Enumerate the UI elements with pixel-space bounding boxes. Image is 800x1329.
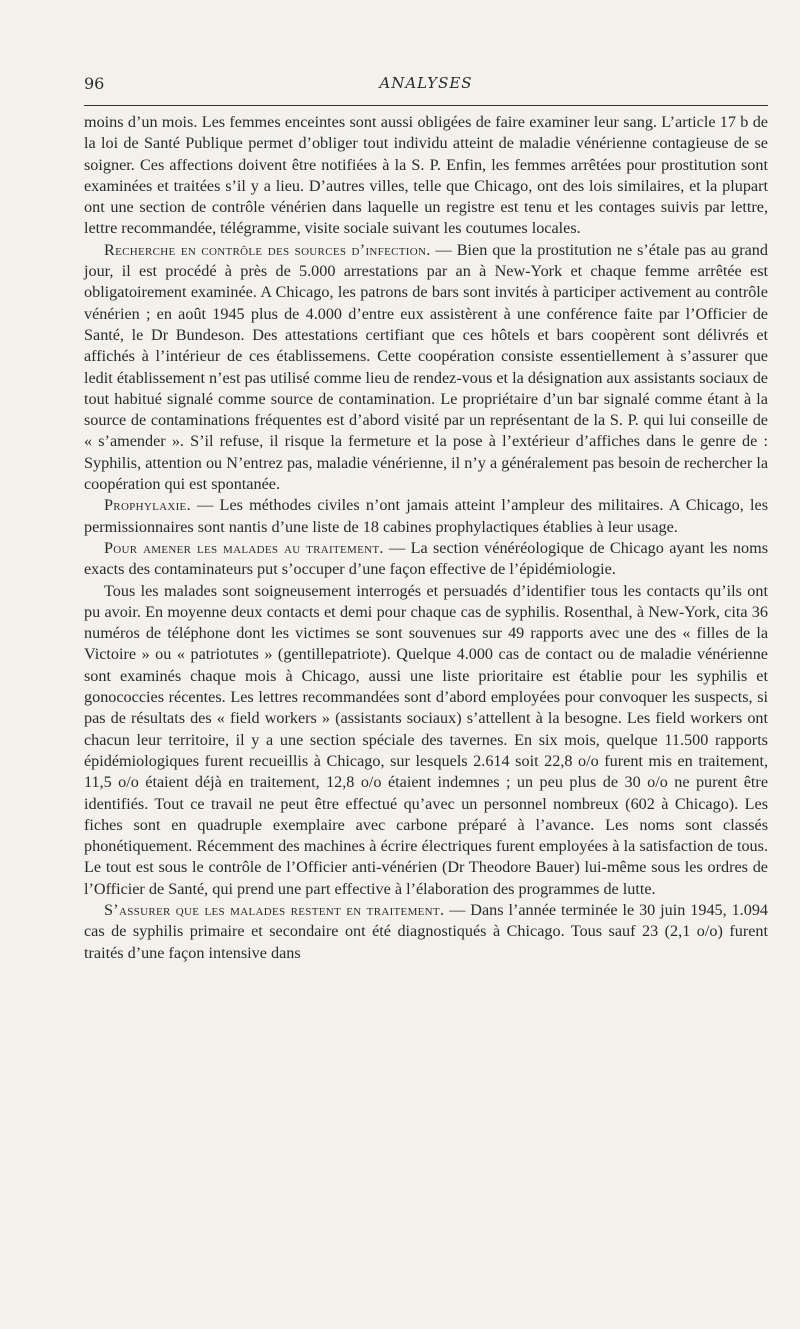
paragraph-text: — Les méthodes civiles n’ont jamais atteint l’ampleur des militaires. A Chicago, les permissionnaires sont nantis d’une liste de 18 cabines prophylactiques établies à leur usage. — [84, 496, 768, 536]
header-rule — [84, 105, 768, 106]
section-heading: Pour amener les malades au traitement. — [104, 538, 384, 557]
paragraph-text: — Bien que la prostitution ne s’étale pas au grand jour, il est procédé à près de 5.000 arrestations par an à New-York et chaque femme arrêtée est obligatoirement examinée. A Chicago, les patrons de bars sont invités à participer activement au contrôle vénérien ; en août 1945 plus de 4.000 d’entre eux assistèrent à une conférence faite par l’Officier de Santé, le Dr Bundeson. Des attestations certifiant que ces hôtels et bars coopèrent sont délivrés et affichés à l’intérieur de ces établissemens. Cette coopération consiste essentiellement à s’assurer que ledit établissement n’est pas utilisé comme lieu de rendez-vous et la désignation aux assistants sociaux de tout habitué signalé comme source de contamination. Le propriétaire d’un bar signalé comme étant à la source de contaminations fréquentes est d’abord visité par un représentant de la S. P. qui lui conseille de « s’amender ». S’il refuse, il risque la fermeture et la pose à l’extérieur d’affiches dans le genre de : Syphilis, attention ou N’entrez pas, maladie vénérienne, il n’y a généralement pas besoin de rechercher la coopération qui est spontanée. — [84, 240, 768, 494]
section-heading: S’assurer que les malades restent en traitement. — [104, 900, 445, 919]
paragraph-text: moins d’un mois. Les femmes enceintes sont aussi obligées de faire examiner leur sang. L’article 17 b de la loi de Santé Publique permet d’obliger tout individu atteint de maladie vénérienne contagieuse de se soigner. Ces affections doivent être notifiées à la S. P. Enfin, les femmes arrêtées pour prostitution sont examinées et traitées s’il y a lieu. D’autres villes, telle que Chicago, ont des lois similaires, et la plupart ont une section de contrôle vénérien dans laquelle un registre est tenu et les contages suivis par lettre, lettre recommandée, télégramme, visite sociale suivant les coutumes locales. — [84, 113, 768, 238]
section-heading: Prophylaxie. — [104, 496, 191, 515]
paragraph-text: Tous les malades sont soigneusement interrogés et persuadés d’identifier tous les contacts qu’ils ont pu avoir. En moyenne deux contacts et demi pour chaque cas de syphilis. Rosenthal, à New-York, cita 36 numéros de téléphone dont les victimes se sont souvenues sur 49 rapports avec une des « filles de la Victoire » ou « patriotutes » (gentillepatriote). Quelque 4.000 cas de contact ou de maladie vénérienne sont examinés chaque mois à Chicago, aussi une liste prioritaire est établie pour les syphilis et gonococcies récentes. Les lettres recommandées sont d’abord employées pour convoquer les suspects, si pas de résultats des « field workers » (assistants sociaux) s’attellent à la besogne. Les field workers ont chacun leur territoire, il y a une section spéciale des tavernes. En six mois, quelque 11.500 rapports épidémiologiques furent recueillis à Chicago, sur lesquels 2.614 soit 22,8 o/o furent mis en traitement, 11,5 o/o étaient déjà en traitement, 12,8 o/o étaient indemnes ; un peu plus de 30 o/o ne purent être identifiés. Tout ce travail ne peut être effectué qu’avec un personnel nombreux (602 à Chicago). Les fiches sont en quadruple exemplaire avec carbone préparé à l’avance. Les noms sont classés phonétiquement. Récemment des machines à écrire électriques furent employées à la satisfaction de tous. Le tout est sous le contrôle de l’Officier anti-vénérien (Dr Theodore Bauer) lui-même sous les ordres de l’Officier de Santé, qui prend une part effective à l’élaboration des programmes de lutte. — [84, 581, 768, 898]
paragraph-text: — Dans l’année terminée le 30 juin 1945, 1.094 cas de syphilis primaire et secondaire ont été diagnostiqués à Chicago. Tous sauf 23 (2,1 o/o) furent traités d’une façon intensive dans — [84, 900, 769, 962]
paragraph — [84, 900, 768, 964]
page-number: 96 — [84, 74, 105, 93]
paragraph — [84, 581, 768, 900]
page — [84, 74, 768, 964]
paragraph-text: — La section vénéréologique de Chicago ayant les noms exacts des contaminateurs put s’occuper d’une façon effective de l’épidémiologie. — [84, 538, 768, 579]
body-text — [84, 112, 768, 964]
section-heading: Recherche en contrôle des sources d’infection. — [104, 240, 431, 259]
running-title: ANALYSES — [379, 74, 473, 92]
page-header — [84, 74, 768, 96]
paragraph — [84, 112, 768, 240]
paragraph — [84, 495, 768, 538]
paragraph — [84, 538, 768, 581]
paragraph — [84, 240, 768, 496]
